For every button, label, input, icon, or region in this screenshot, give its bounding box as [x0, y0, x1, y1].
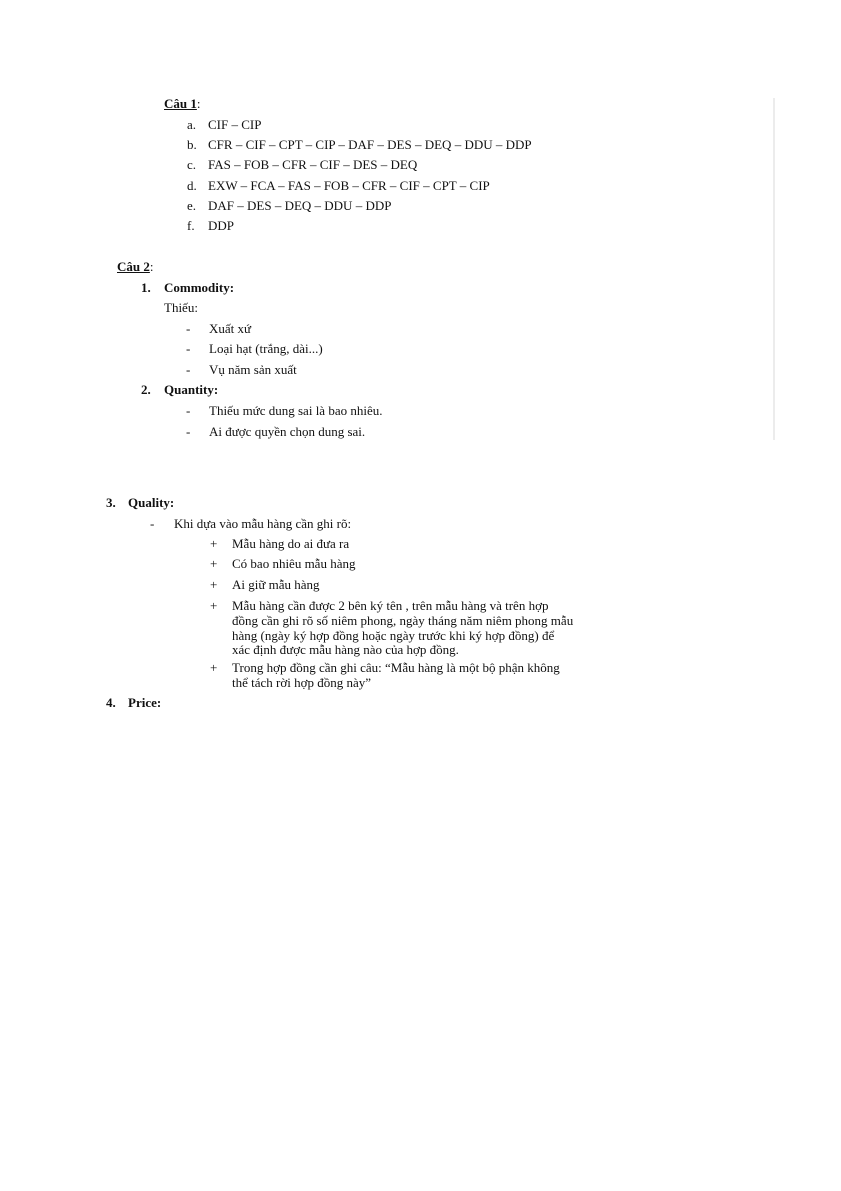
list-item: a. CIF – CIP [187, 117, 262, 132]
list-item: b. CFR – CIF – CPT – CIP – DAF – DES – DEQ – DDU – DDP [187, 137, 532, 152]
list-item: - Ai được quyền chọn dung sai. [186, 424, 366, 439]
price-heading: 4. Price: [106, 695, 162, 710]
cau1-heading: Câu 1: [164, 96, 201, 111]
quality-heading: 3. Quality: [106, 495, 175, 510]
list-item: + Ai giữ mẫu hàng [210, 577, 320, 592]
list-item: - Loại hạt (trắng, dài...) [186, 341, 323, 356]
list-item-continuation: xác định được mẫu hàng nào của hợp đồng. [232, 642, 459, 657]
list-item: e. DAF – DES – DEQ – DDU – DDP [187, 198, 392, 213]
list-item: + Mẫu hàng cần được 2 bên ký tên , trên mẫu hàng và trên hợp [210, 598, 549, 613]
page-edge-line [773, 98, 775, 440]
list-item: + Trong hợp đồng cần ghi câu: “Mẫu hàng là một bộ phận không [210, 660, 560, 675]
quality-intro: - Khi dựa vào mẫu hàng cần ghi rõ: [150, 516, 352, 531]
list-item: - Xuất xứ [186, 321, 252, 336]
list-item: - Thiếu mức dung sai là bao nhiêu. [186, 403, 383, 418]
list-item: d. EXW – FCA – FAS – FOB – CFR – CIF – CPT – CIP [187, 178, 490, 193]
commodity-heading: 1. Commodity: [141, 280, 235, 295]
list-item: - Vụ năm sản xuất [186, 362, 297, 377]
cau2-heading: Câu 2: [117, 259, 154, 274]
list-item: + Có bao nhiêu mẫu hàng [210, 556, 356, 571]
list-item-continuation: hàng (ngày ký hợp đồng hoặc ngày trước khi ký hợp đồng) để [232, 628, 555, 643]
commodity-intro: Thiếu: [164, 300, 198, 315]
list-item: c. FAS – FOB – CFR – CIF – DES – DEQ [187, 157, 418, 172]
quantity-heading: 2. Quantity: [141, 382, 219, 397]
list-item: + Mẫu hàng do ai đưa ra [210, 536, 350, 551]
list-item-continuation: đồng cần ghi rõ số niêm phong, ngày tháng năm niêm phong mẫu [232, 613, 574, 628]
list-item: f. DDP [187, 218, 235, 233]
list-item-continuation: thể tách rời hợp đồng này” [232, 675, 372, 690]
